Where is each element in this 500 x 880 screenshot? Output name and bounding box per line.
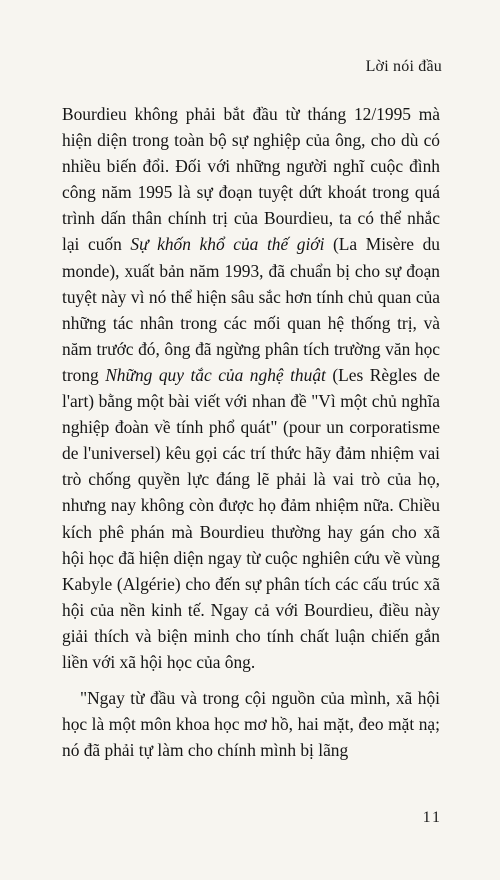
paragraph-text: (Les Règles de l'art) bằng một bài viết với nhan đề "Vì một chủ nghĩa nghiệp đoàn về tính phổ quát" (pour un corporatisme de l'universel) kêu gọi các trí thức hãy đảm nhiệm vai trò chống quyền lực đáng lẽ phải là vai trò của họ, nhưng nay không còn được họ đảm nhiệm nữa. Chiều kích phê phán mà Bourdieu thường hay gán cho xã hội học đã hiện diện ngay từ cuộc nghiên cứu về vùng Kabyle (Algérie) cho đến sự phân tích các cấu trúc xã hội của nền kinh tế. Ngay cả với Bourdieu, điều này giải thích và biện minh cho tính chất luận chiến gắn liền với xã hội học của ông. <box>62 364 440 672</box>
paragraph <box>62 101 440 675</box>
paragraph-text: (La Misère du monde), xuất bản năm 1993, đã chuẩn bị cho sự đoạn tuyệt này vì nó thể hiện sâu sắc hơn tính chủ quan của những tác nhân trong các mối quan hệ thống trị, và năm trước đó, ông đã ngừng phân tích trường văn học trong <box>62 234 441 385</box>
running-head-title: Lời nói đầu <box>365 58 442 75</box>
paragraph-text: Bourdieu không phải bắt đầu từ tháng 12/1995 mà hiện diện trong toàn bộ sự nghiệp của ông, cho dù có nhiều biến đổi. Đối với những người nghĩ cuộc đình công năm 1995 là sự đoạn tuyệt dứt khoát trong quá trình dấn thân chính trị của Bourdieu, ta có thể nhắc lại cuốn <box>62 104 440 255</box>
book-title-italic: Sự khốn khổ của thế giới <box>130 234 325 255</box>
page-number: 11 <box>422 809 442 826</box>
body-text <box>62 101 440 763</box>
book-title-italic: Những quy tắc của nghệ thuật <box>105 364 326 385</box>
paragraph-quote: "Ngay từ đầu và trong cội nguồn của mình, xã hội học là một môn khoa học mơ hồ, hai mặt, đeo mặt nạ; nó đã phải tự làm cho chính mình bị lãng <box>62 688 440 761</box>
